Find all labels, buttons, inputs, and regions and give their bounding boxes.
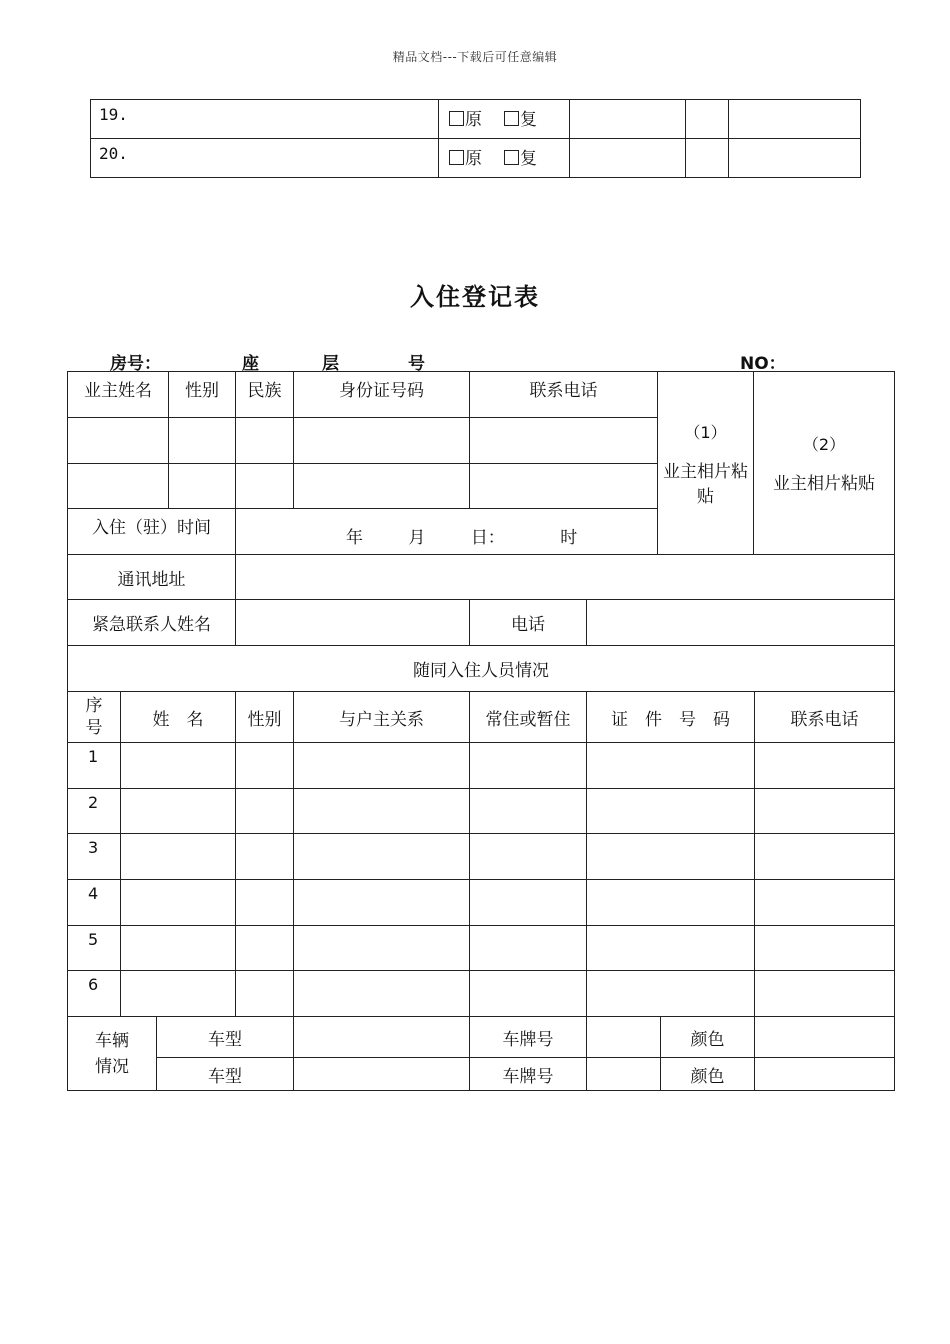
vehicle-type-field[interactable] — [294, 1017, 470, 1058]
id-cell[interactable] — [587, 926, 755, 971]
continued-table — [90, 99, 861, 178]
gender-cell[interactable] — [236, 880, 294, 926]
vehicle-type-label: 车型 — [157, 1058, 294, 1091]
gender-header: 性别 — [236, 692, 294, 743]
name-cell[interactable] — [121, 834, 236, 880]
hao-label: 号 — [408, 354, 425, 374]
name-cell[interactable] — [121, 880, 236, 926]
page-title: 入住登记表 — [410, 283, 540, 311]
room-label: 房号： — [110, 354, 161, 374]
name-header: 姓 名 — [121, 692, 236, 743]
id-cell[interactable] — [587, 971, 755, 1017]
table-row — [68, 971, 895, 1017]
color-field[interactable] — [755, 1058, 895, 1091]
id-number-cell[interactable] — [294, 418, 470, 464]
plate-label: 车牌号 — [470, 1017, 587, 1058]
ceng-label: 层 — [322, 354, 339, 374]
photo-number: （1） — [684, 422, 727, 442]
cell[interactable] — [570, 139, 686, 178]
gender-cell[interactable] — [236, 789, 294, 834]
cell[interactable] — [729, 139, 861, 178]
row-number: 20. — [91, 139, 439, 178]
vehicle-label-line: 情况 — [95, 1056, 129, 1077]
row-number: 3 — [68, 834, 121, 880]
id-cell[interactable] — [587, 880, 755, 926]
owner-name-cell[interactable] — [68, 464, 169, 509]
ethnicity-cell[interactable] — [236, 464, 294, 509]
phone-cell[interactable] — [755, 971, 895, 1017]
id-header: 证 件 号 码 — [587, 692, 755, 743]
option-label: 复 — [520, 149, 537, 169]
residence-cell[interactable] — [470, 743, 587, 789]
table-row — [68, 834, 895, 880]
year-label: 年 — [346, 528, 363, 548]
checkin-time-field[interactable] — [236, 509, 658, 555]
cell[interactable] — [729, 100, 861, 139]
id-cell[interactable] — [587, 834, 755, 880]
emergency-name-field[interactable] — [236, 600, 470, 646]
name-cell[interactable] — [121, 971, 236, 1017]
id-number-header: 身份证号码 — [294, 372, 470, 418]
option-label: 复 — [520, 110, 537, 130]
color-label: 颜色 — [661, 1017, 755, 1058]
name-cell[interactable] — [121, 743, 236, 789]
vehicle-type-field[interactable] — [294, 1058, 470, 1091]
watermark-text: 精品文档---下载后可任意编辑 — [392, 50, 558, 64]
row-number: 19. — [91, 100, 439, 139]
hour-label: 时 — [560, 528, 578, 548]
gender-header: 性别 — [169, 372, 236, 418]
ethnicity-header: 民族 — [236, 372, 294, 418]
cell[interactable] — [686, 100, 729, 139]
table-row — [91, 139, 861, 178]
day-label: 日： — [470, 528, 505, 548]
table-row — [91, 100, 861, 139]
photo-slot-1 — [658, 372, 754, 555]
gender-cell[interactable] — [169, 464, 236, 509]
option-label: 原 — [465, 149, 482, 169]
address-field[interactable] — [236, 555, 895, 600]
zuo-label: 座 — [242, 354, 259, 374]
relation-cell[interactable] — [294, 743, 470, 789]
table-row — [68, 926, 895, 971]
vehicle-label — [68, 1017, 157, 1091]
cell[interactable] — [570, 100, 686, 139]
table-row — [68, 880, 895, 926]
address-label: 通讯地址 — [68, 555, 236, 600]
plate-field[interactable] — [587, 1058, 661, 1091]
relation-cell[interactable] — [294, 926, 470, 971]
phone-cell[interactable] — [755, 926, 895, 971]
residence-cell[interactable] — [470, 834, 587, 880]
phone-cell[interactable] — [755, 880, 895, 926]
id-cell[interactable] — [587, 789, 755, 834]
id-number-cell[interactable] — [294, 464, 470, 509]
residence-cell[interactable] — [470, 971, 587, 1017]
color-label: 颜色 — [661, 1058, 755, 1091]
registration-form — [67, 371, 895, 1091]
original-copy-options — [439, 139, 570, 178]
id-cell[interactable] — [587, 743, 755, 789]
row-number: 5 — [68, 926, 121, 971]
checkbox-copy[interactable] — [504, 150, 519, 165]
relation-cell[interactable] — [294, 834, 470, 880]
checkbox-original[interactable] — [449, 150, 464, 165]
seq-header: 序 号 — [68, 692, 121, 743]
row-number: 4 — [68, 880, 121, 926]
phone-cell[interactable] — [470, 464, 658, 509]
relation-cell[interactable] — [294, 789, 470, 834]
photo-slot-2 — [754, 372, 895, 555]
residence-cell[interactable] — [470, 789, 587, 834]
checkbox-copy[interactable] — [504, 111, 519, 126]
month-label: 月 — [408, 528, 426, 548]
residence-cell[interactable] — [470, 880, 587, 926]
phone-header: 联系电话 — [755, 692, 895, 743]
row-number: 6 — [68, 971, 121, 1017]
companions-section-title: 随同入住人员情况 — [68, 646, 895, 692]
residence-cell[interactable] — [470, 926, 587, 971]
owner-name-header: 业主姓名 — [68, 372, 169, 418]
vehicle-type-label: 车型 — [157, 1017, 294, 1058]
form-number-label: NO： — [740, 354, 786, 374]
row-number: 2 — [68, 789, 121, 834]
cell[interactable] — [686, 139, 729, 178]
table-row — [68, 743, 895, 789]
gender-cell[interactable] — [169, 418, 236, 464]
photo-label: 业主相片粘贴 — [663, 461, 748, 507]
phone-cell[interactable] — [755, 789, 895, 834]
checkbox-original[interactable] — [449, 111, 464, 126]
residence-header: 常住或暂住 — [470, 692, 587, 743]
phone-cell[interactable] — [755, 834, 895, 880]
row-number: 1 — [68, 743, 121, 789]
name-cell[interactable] — [121, 789, 236, 834]
ethnicity-cell[interactable] — [236, 418, 294, 464]
gender-cell[interactable] — [236, 926, 294, 971]
checkin-time-label: 入住（驻）时间 — [68, 509, 236, 555]
gender-cell[interactable] — [236, 834, 294, 880]
photo-label: 业主相片粘贴 — [773, 474, 875, 494]
emergency-name-label: 紧急联系人姓名 — [68, 600, 236, 646]
gender-cell[interactable] — [236, 743, 294, 789]
phone-cell[interactable] — [470, 418, 658, 464]
emergency-phone-field[interactable] — [587, 600, 895, 646]
table-row — [68, 789, 895, 834]
relation-cell[interactable] — [294, 971, 470, 1017]
relation-cell[interactable] — [294, 880, 470, 926]
plate-field[interactable] — [587, 1017, 661, 1058]
photo-number: （2） — [802, 435, 846, 454]
option-label: 原 — [465, 110, 482, 130]
name-cell[interactable] — [121, 926, 236, 971]
vehicle-label-line: 车辆 — [95, 1030, 129, 1051]
color-field[interactable] — [755, 1017, 895, 1058]
relation-header: 与户主关系 — [294, 692, 470, 743]
emergency-phone-label: 电话 — [470, 600, 587, 646]
owner-name-cell[interactable] — [68, 418, 169, 464]
gender-cell[interactable] — [236, 971, 294, 1017]
phone-cell[interactable] — [755, 743, 895, 789]
phone-header: 联系电话 — [470, 372, 658, 418]
original-copy-options — [439, 100, 570, 139]
plate-label: 车牌号 — [470, 1058, 587, 1091]
